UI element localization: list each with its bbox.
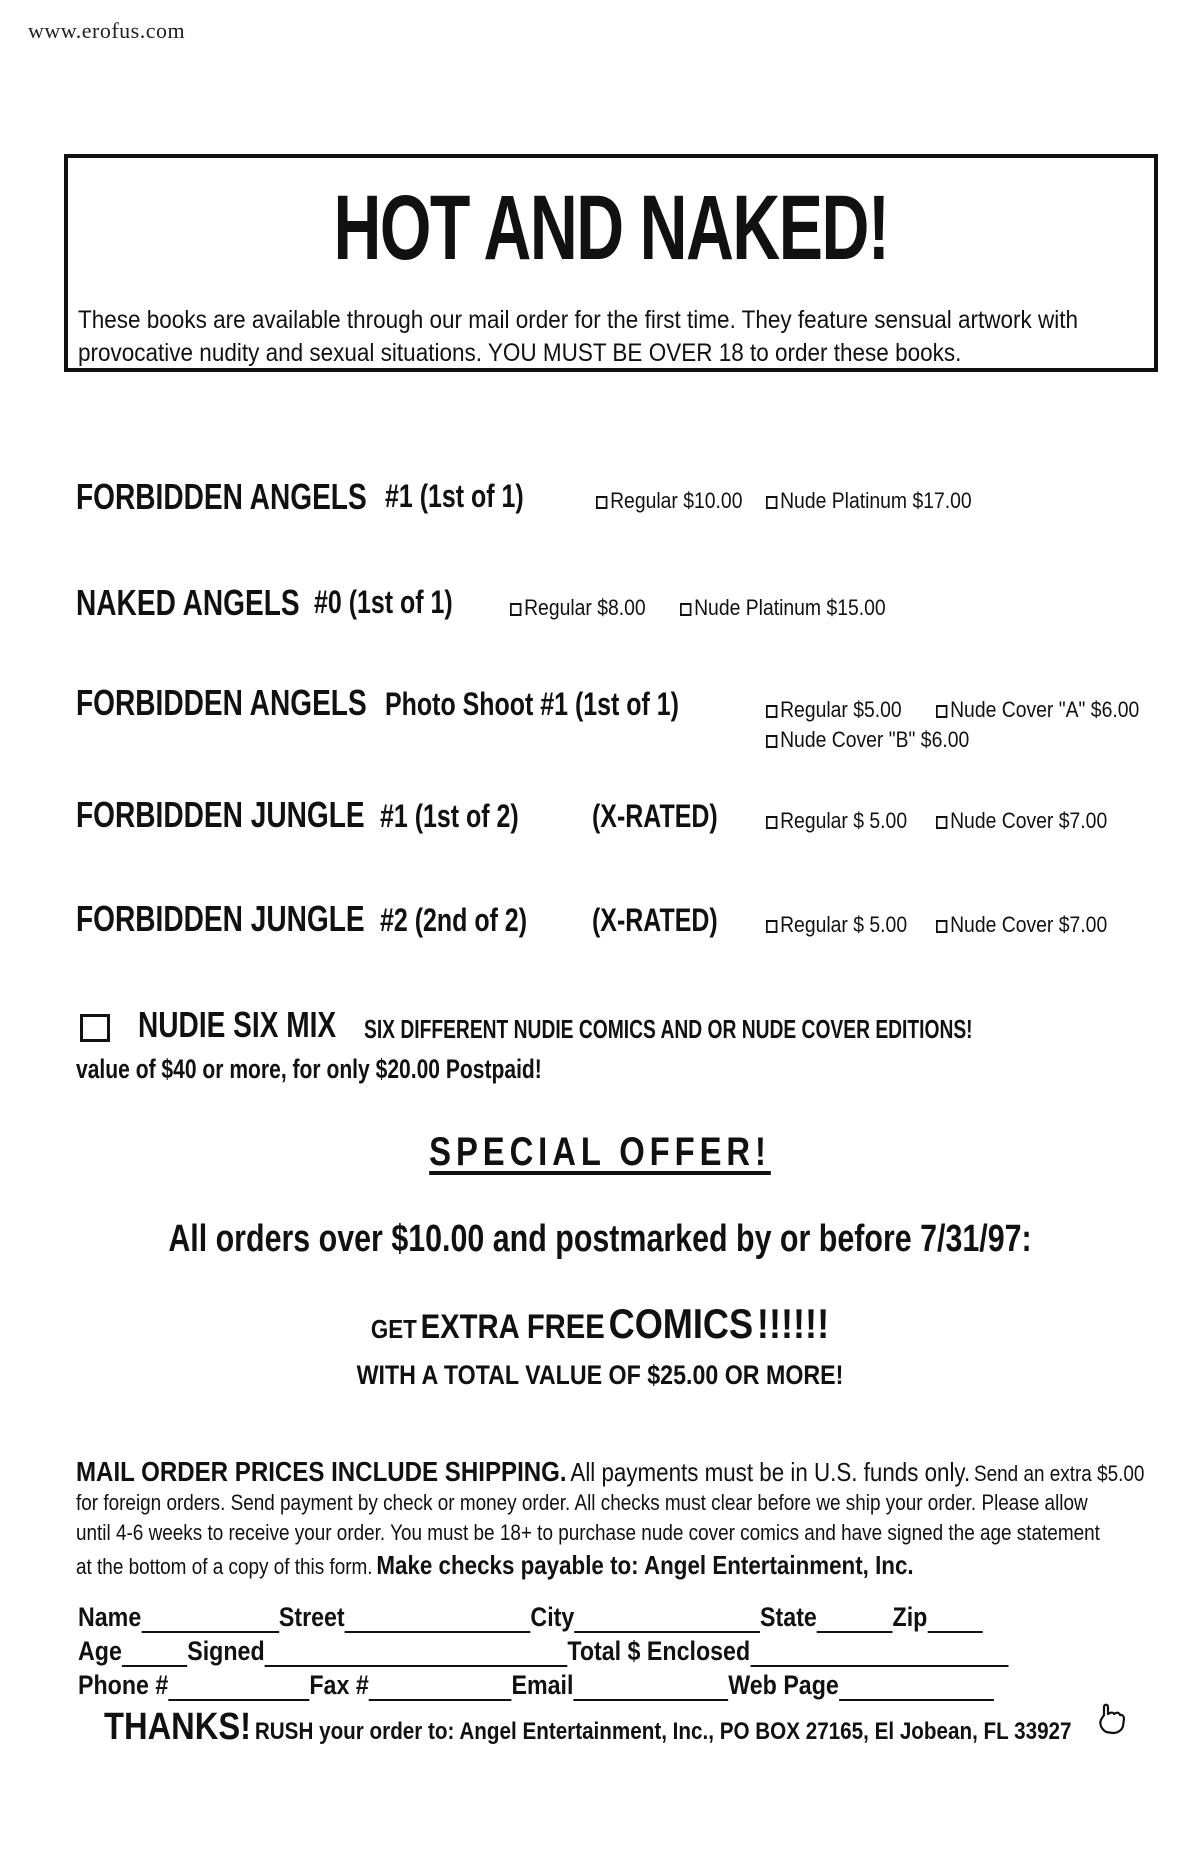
thanks-text: THANKS! xyxy=(104,1706,252,1748)
offer-extra-free: EXTRA FREE xyxy=(420,1308,605,1346)
product-3-option-2[interactable] xyxy=(936,697,1139,723)
mail-order-funds: All payments must be in U.S. funds only. xyxy=(570,1457,971,1487)
signed-label: Signed xyxy=(187,1636,265,1666)
checkbox-icon xyxy=(766,705,777,718)
product-1-option-1[interactable] xyxy=(596,488,742,514)
option-label: Regular $10.00 xyxy=(610,488,743,513)
checkbox-icon xyxy=(936,920,947,933)
product-5-option-2[interactable] xyxy=(936,912,1107,938)
checkbox-icon xyxy=(766,496,777,509)
option-label: Nude Cover $7.00 xyxy=(950,912,1108,937)
product-4-option-2[interactable] xyxy=(936,808,1107,834)
product-5-issue: #2 (2nd of 2) xyxy=(380,902,528,938)
city-label: City xyxy=(530,1602,575,1632)
checkbox-icon xyxy=(766,816,777,829)
checkbox-icon xyxy=(680,603,691,616)
product-3-title: FORBIDDEN ANGELS xyxy=(76,682,367,723)
option-label: Nude Platinum $15.00 xyxy=(694,595,886,620)
product-2-issue: #0 (1st of 1) xyxy=(314,584,453,620)
street-field[interactable] xyxy=(345,1607,531,1633)
web-label: Web Page xyxy=(728,1670,839,1700)
product-5-tag: (X-RATED) xyxy=(592,902,718,938)
page-title: HOT AND NAKED! xyxy=(333,177,889,279)
form-row-2 xyxy=(78,1636,1008,1667)
nudie-six-mix-subtitle: SIX DIFFERENT NUDIE COMICS AND OR NUDE COVER EDITIONS! xyxy=(364,1014,973,1044)
product-3-option-3[interactable] xyxy=(766,727,969,753)
special-offer-heading: SPECIAL OFFER! xyxy=(429,1130,771,1174)
mail-order-line-4 xyxy=(76,1550,914,1581)
name-field[interactable] xyxy=(141,1607,279,1633)
rush-address: RUSH your order to: Angel Entertainment, Inc., PO BOX 27165, El Jobean, FL 33927 xyxy=(254,1718,1072,1745)
checkbox-icon xyxy=(510,603,521,616)
email-field[interactable] xyxy=(573,1675,728,1701)
zip-label: Zip xyxy=(892,1602,928,1632)
total-field[interactable] xyxy=(750,1641,1008,1667)
product-1-title: FORBIDDEN ANGELS xyxy=(76,476,367,517)
state-label: State xyxy=(760,1602,817,1632)
product-4-tag: (X-RATED) xyxy=(592,798,718,834)
mail-order-line-1 xyxy=(76,1456,1144,1488)
checkbox-icon xyxy=(936,705,947,718)
product-4-option-1[interactable] xyxy=(766,808,907,834)
checkbox-icon xyxy=(596,496,607,509)
checks-payable: Make checks payable to: Angel Entertainment, Inc. xyxy=(376,1550,914,1580)
option-label: Nude Cover "A" $6.00 xyxy=(950,697,1140,722)
web-page-field[interactable] xyxy=(839,1675,994,1701)
product-3-option-1[interactable] xyxy=(766,697,902,723)
option-label: Regular $ 5.00 xyxy=(780,808,908,833)
offer-exclamations: !!!!!! xyxy=(756,1300,830,1347)
header-text-line-2: provocative nudity and sexual situations. YOU MUST BE OVER 18 to order these books. xyxy=(78,339,962,367)
state-field[interactable] xyxy=(817,1607,893,1633)
checkbox-icon xyxy=(936,816,947,829)
mail-order-heading: MAIL ORDER PRICES INCLUDE SHIPPING. xyxy=(76,1456,567,1487)
age-label: Age xyxy=(78,1636,122,1666)
checkbox-icon xyxy=(766,735,777,748)
footer-line xyxy=(104,1706,1072,1749)
product-1-option-2[interactable] xyxy=(766,488,972,514)
product-4-title: FORBIDDEN JUNGLE xyxy=(76,794,365,835)
fax-field[interactable] xyxy=(369,1675,512,1701)
total-label: Total $ Enclosed xyxy=(567,1636,751,1666)
signed-field[interactable] xyxy=(265,1641,568,1667)
option-label: Regular $8.00 xyxy=(524,595,646,620)
product-5-option-1[interactable] xyxy=(766,912,907,938)
option-label: Regular $5.00 xyxy=(780,697,902,722)
nudie-six-mix-checkbox[interactable] xyxy=(80,1014,110,1042)
mail-order-line-3: until 4-6 weeks to receive your order. You must be 18+ to purchase nude cover comics and have signed the age statement xyxy=(76,1520,1100,1545)
mail-order-foreign: Send an extra $5.00 xyxy=(974,1461,1145,1486)
offer-comics: COMICS xyxy=(608,1300,754,1347)
product-2-title: NAKED ANGELS xyxy=(76,582,300,623)
offer-get: GET xyxy=(370,1314,417,1344)
product-2-option-1[interactable] xyxy=(510,595,646,621)
email-label: Email xyxy=(511,1670,574,1700)
mail-order-line-2: for foreign orders. Send payment by check or money order. All checks must clear before we ship your order. Please allow xyxy=(76,1490,1088,1515)
option-label: Nude Platinum $17.00 xyxy=(780,488,972,513)
zip-field[interactable] xyxy=(927,1607,982,1633)
header-text-line-1: These books are available through our mail order for the first time. They feature sensual artwork with xyxy=(78,306,1079,334)
free-comics-line xyxy=(84,1300,1116,1348)
nudie-six-mix-price: value of $40 or more, for only $20.00 Postpaid! xyxy=(76,1054,542,1084)
fax-label: Fax # xyxy=(309,1670,369,1700)
phone-label: Phone # xyxy=(78,1670,169,1700)
city-field[interactable] xyxy=(574,1607,760,1633)
nudie-six-mix-title: NUDIE SIX MIX xyxy=(138,1004,337,1045)
product-2-option-2[interactable] xyxy=(680,595,886,621)
name-label: Name xyxy=(78,1602,142,1632)
product-1-issue: #1 (1st of 1) xyxy=(385,478,524,514)
phone-field[interactable] xyxy=(168,1675,309,1701)
checkbox-icon xyxy=(766,920,777,933)
offer-value: WITH A TOTAL VALUE OF $25.00 OR MORE! xyxy=(356,1360,844,1390)
product-3-issue: Photo Shoot #1 (1st of 1) xyxy=(385,686,679,722)
watermark: www.erofus.com xyxy=(28,18,186,43)
form-row-1 xyxy=(78,1602,982,1633)
age-field[interactable] xyxy=(122,1641,187,1667)
hand-pointer-icon xyxy=(1096,1702,1126,1741)
option-label: Nude Cover "B" $6.00 xyxy=(780,727,970,752)
mail-order-form-note: at the bottom of a copy of this form. xyxy=(76,1554,373,1579)
street-label: Street xyxy=(278,1602,345,1632)
option-label: Regular $ 5.00 xyxy=(780,912,908,937)
form-row-3 xyxy=(78,1670,994,1701)
offer-condition: All orders over $10.00 and postmarked by or before 7/31/97: xyxy=(168,1218,1032,1260)
option-label: Nude Cover $7.00 xyxy=(950,808,1108,833)
product-5-title: FORBIDDEN JUNGLE xyxy=(76,898,365,939)
header-text xyxy=(78,304,1158,370)
product-4-issue: #1 (1st of 2) xyxy=(380,798,519,834)
header-box xyxy=(64,154,1158,372)
